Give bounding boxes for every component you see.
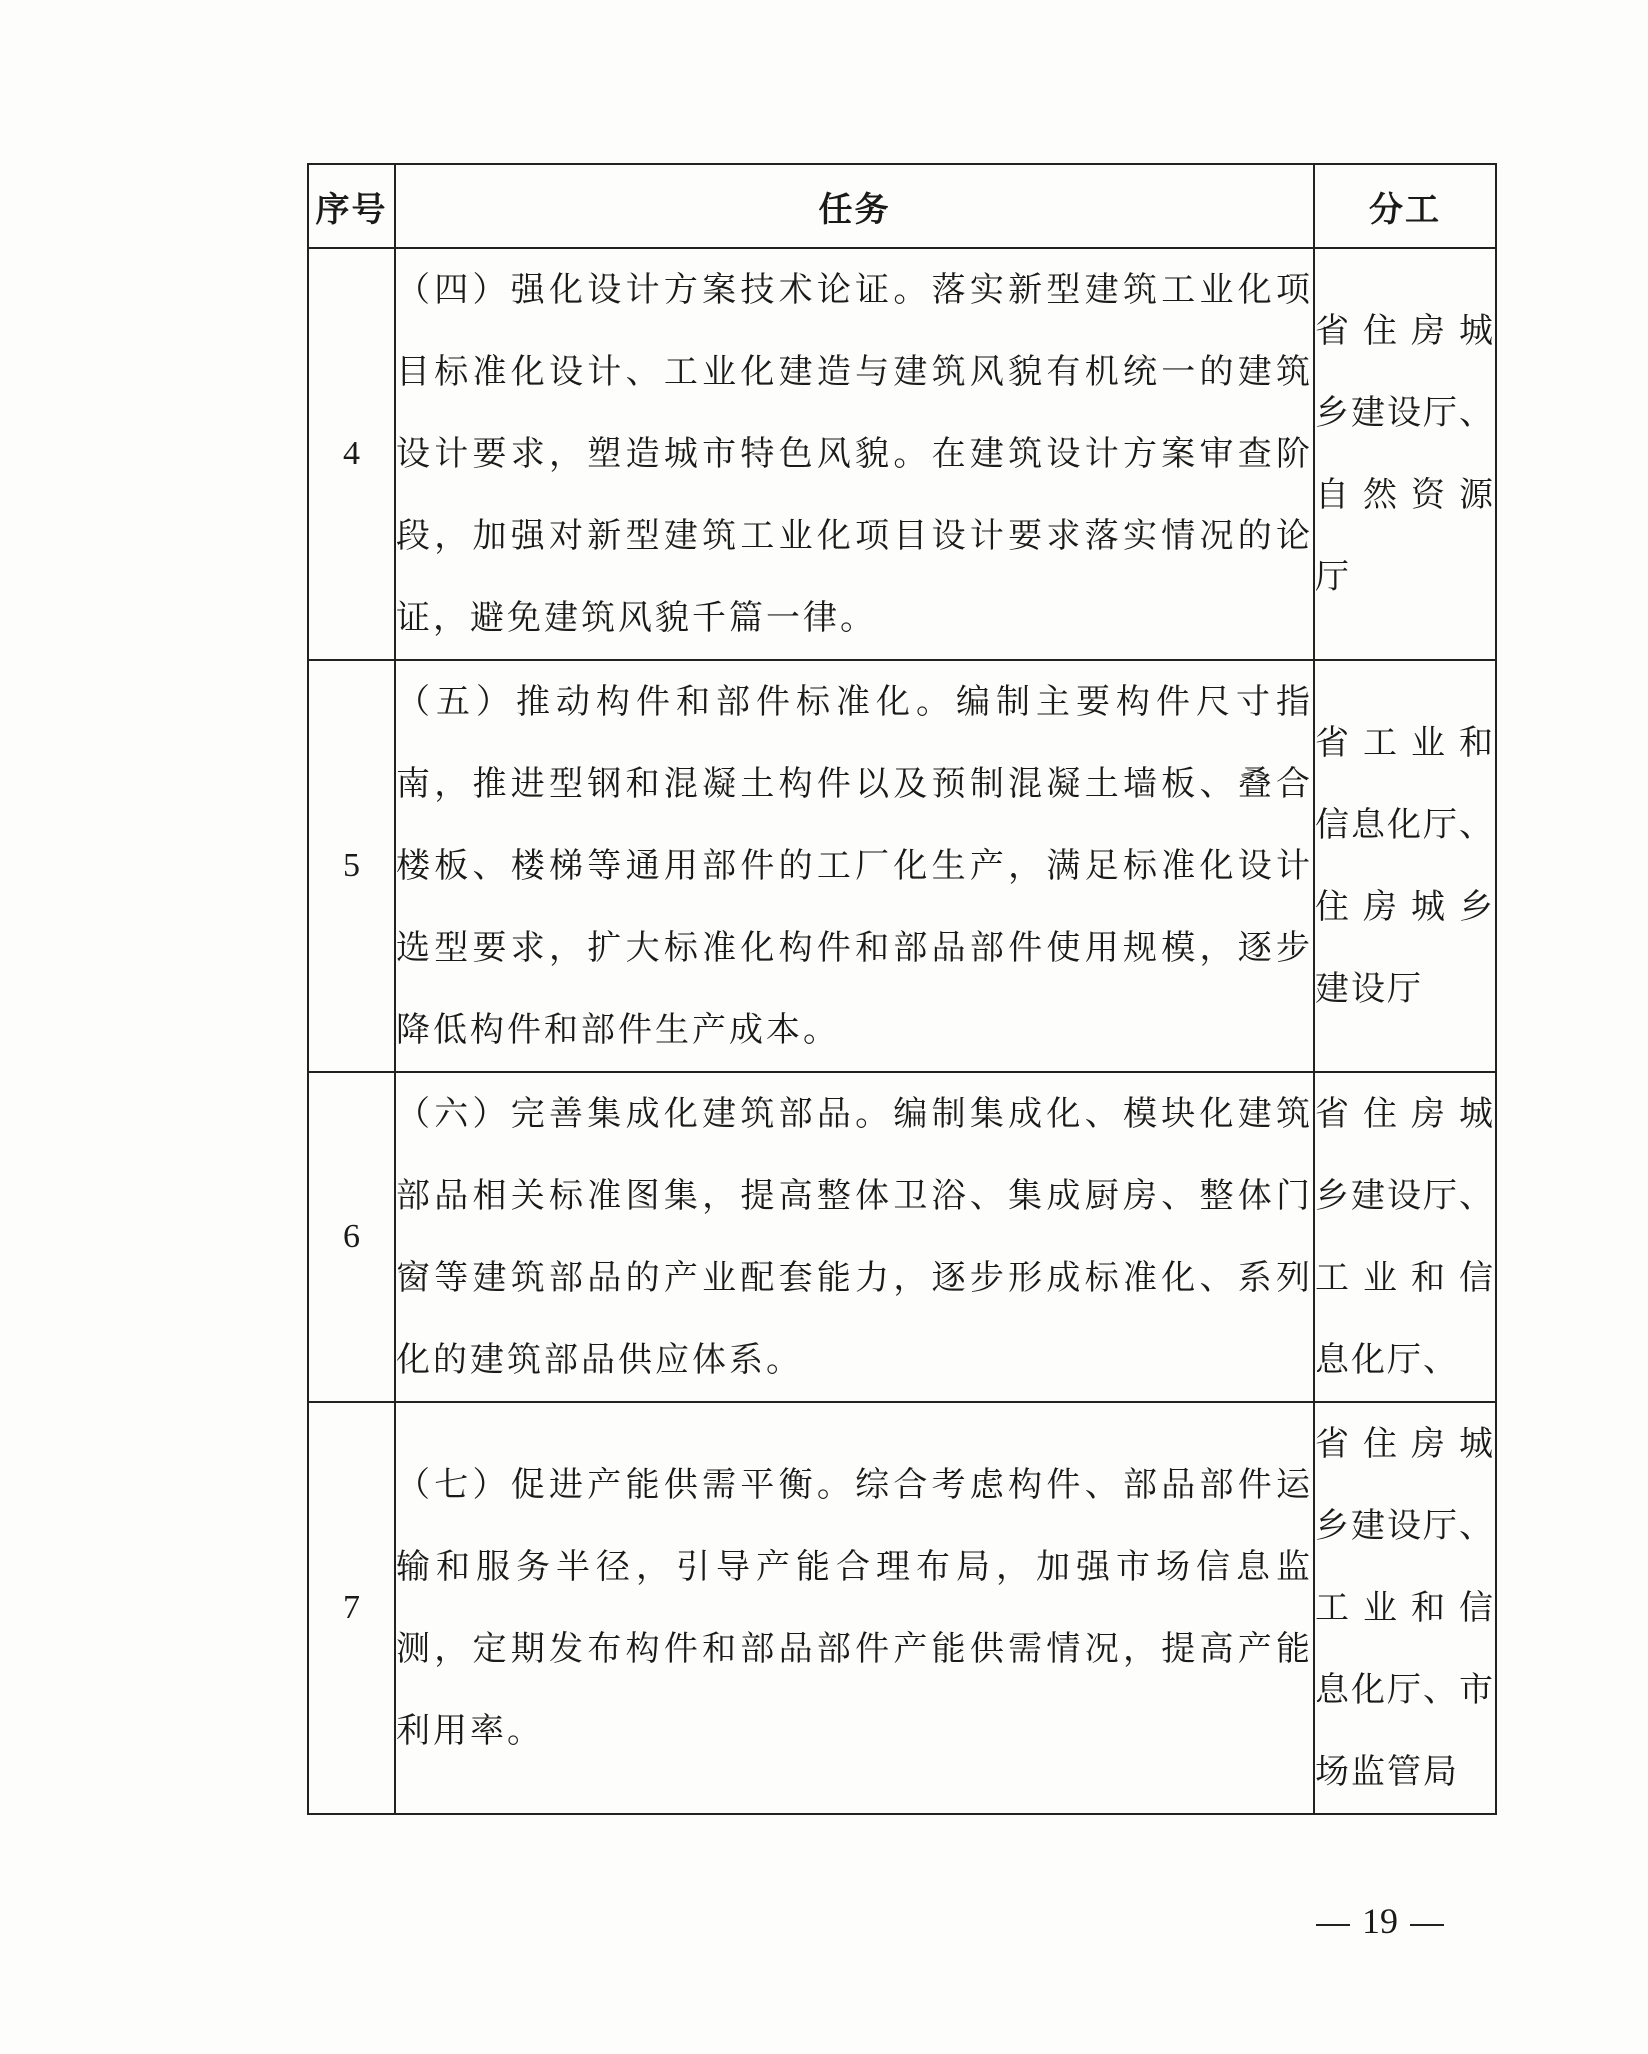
division-line: 乡建设厅、 (1315, 1176, 1495, 1216)
table-row (308, 1072, 1496, 1402)
page-number-dash-right (1410, 1924, 1444, 1926)
division-line: 信息化厅、 (1315, 805, 1495, 845)
task-division-table (307, 163, 1497, 1815)
division-line: 工业和信 (1315, 1588, 1495, 1628)
division-line: 省工业和 (1315, 723, 1495, 763)
division-line: 省住房城 (1315, 1424, 1495, 1464)
page-number-dash-left (1316, 1924, 1350, 1926)
division-line: 省住房城 (1315, 311, 1495, 351)
division-line: 乡建设厅、 (1315, 1506, 1495, 1546)
table-row (308, 1402, 1496, 1814)
row-task: （七）促进产能供需平衡。综合考虑构件、部品部件运输和服务半径，引导产能合理布局，加强市场信息监测，定期发布构件和部品部件产能供需情况，提高产能利用率。 (395, 1402, 1314, 1814)
row-task: （五）推动构件和部件标准化。编制主要构件尺寸指南，推进型钢和混凝土构件以及预制混凝土墙板、叠合楼板、楼梯等通用部件的工厂化生产，满足标准化设计选型要求，扩大标准化构件和部品部件使用规模，逐步降低构件和部件生产成本。 (395, 660, 1314, 1072)
division-line: 工业和信 (1315, 1258, 1495, 1298)
division-line: 住房城乡 (1315, 887, 1495, 927)
table-row (308, 660, 1496, 1072)
division-line: 息化厅、市 (1315, 1670, 1495, 1710)
page-number-value: 19 (1362, 1901, 1398, 1941)
division-line: 建设厅 (1315, 969, 1423, 1009)
table-header-row (308, 164, 1496, 248)
row-num: 7 (308, 1402, 395, 1814)
row-task: （四）强化设计方案技术论证。落实新型建筑工业化项目标准化设计、工业化建造与建筑风貌有机统一的建筑设计要求，塑造城市特色风貌。在建筑设计方案审查阶段，加强对新型建筑工业化项目设计要求落实情况的论证，避免建筑风貌千篇一律。 (395, 248, 1314, 660)
page-number (1300, 1900, 1460, 1942)
row-num: 5 (308, 660, 395, 1072)
division-line: 自然资源 (1315, 475, 1495, 515)
row-task: （六）完善集成化建筑部品。编制集成化、模块化建筑部品相关标准图集，提高整体卫浴、集成厨房、整体门窗等建筑部品的产业配套能力，逐步形成标准化、系列化的建筑部品供应体系。 (395, 1072, 1314, 1402)
row-division (1314, 248, 1496, 660)
division-line: 乡建设厅、 (1315, 393, 1495, 433)
header-division: 分工 (1314, 164, 1496, 248)
row-num: 4 (308, 248, 395, 660)
division-line: 厅 (1315, 557, 1351, 597)
division-line: 息化厅、 (1315, 1340, 1459, 1380)
row-num: 6 (308, 1072, 395, 1402)
header-task: 任务 (395, 164, 1314, 248)
table-row (308, 248, 1496, 660)
division-line: 省住房城 (1315, 1094, 1495, 1134)
division-line: 场监管局 (1315, 1752, 1459, 1792)
header-num: 序号 (308, 164, 395, 248)
row-division (1314, 660, 1496, 1072)
row-division (1314, 1072, 1496, 1402)
row-division (1314, 1402, 1496, 1814)
